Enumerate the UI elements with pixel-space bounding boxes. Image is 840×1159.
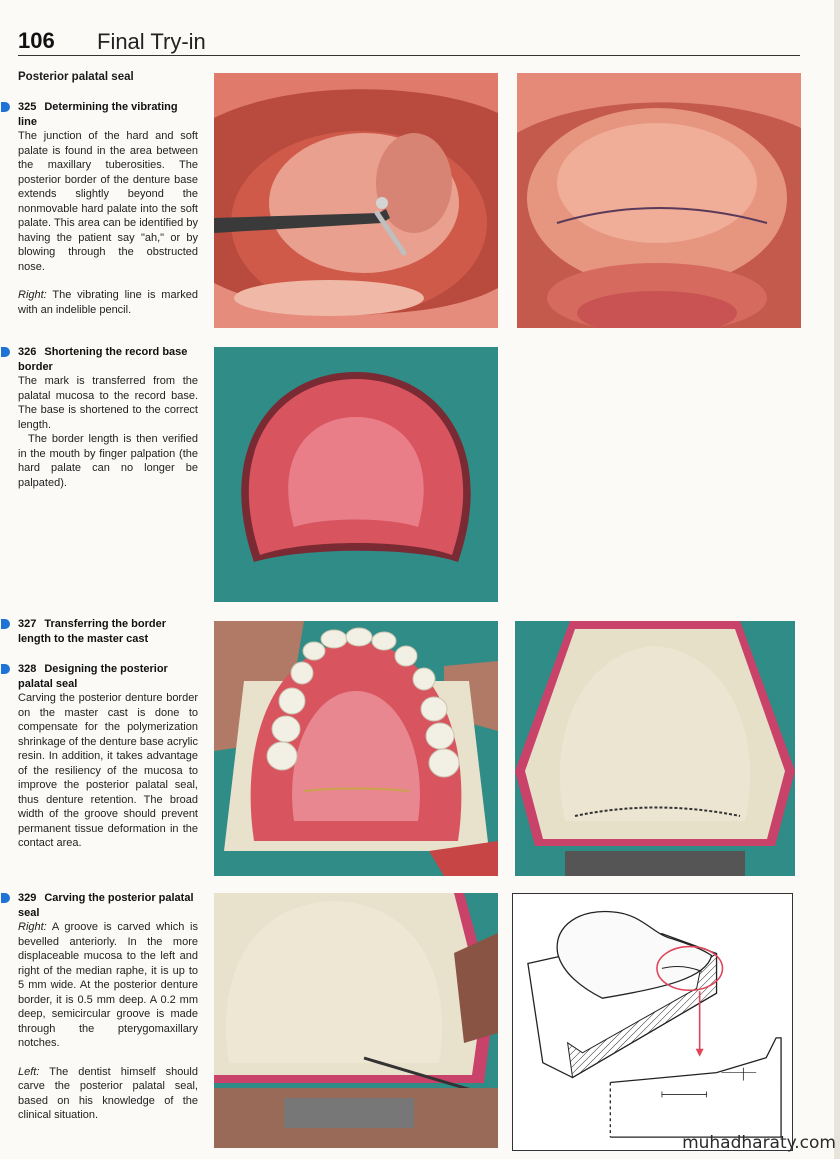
note-label: Right: xyxy=(18,289,47,301)
watermark: muhadharaty.com xyxy=(682,1133,836,1153)
entry-329 xyxy=(18,891,198,1123)
lead-label: Right: xyxy=(18,921,47,933)
note-text: The vibrating line is marked with an indelible pencil. xyxy=(18,289,198,316)
entry-heading xyxy=(18,617,198,646)
entry-paragraph xyxy=(18,920,198,1051)
entry-number: 326 xyxy=(18,346,37,358)
entry-title: Transferring the border length to the master cast xyxy=(18,618,166,645)
entry-paragraph: The junction of the hard and soft palate is found in the area between the maxillary tuberosities. The posterior border of the denture base extends slightly beyond the nonmovable hard palate into the soft palate. This area can be identified by having the patient say "ah," or by blowing through the obstructed nose. xyxy=(18,130,198,273)
entry-326 xyxy=(18,345,198,490)
bullet-marker xyxy=(1,102,10,112)
entry-title: Determining the vibrating line xyxy=(18,101,178,128)
section-title: Posterior palatal seal xyxy=(18,71,134,83)
photo-border-transfer xyxy=(214,621,498,876)
lead-text: A groove is carved which is bevelled anteriorly. In the more displaceable mucosa to the left and right of the median raphe, it is up to 5 mm wide. At the posterior denture border, it is 0.5 mm deep. A 0.2 mm deep, semicircular groove is made through the pterygomaxillary notches. xyxy=(18,921,198,1049)
bullet-marker xyxy=(1,664,10,674)
photo-vibrating-line-probe xyxy=(214,73,498,328)
bullet-marker xyxy=(1,893,10,903)
diagram-posterior-palatal-seal xyxy=(512,893,793,1151)
entry-number: 327 xyxy=(18,618,37,630)
entry-heading xyxy=(18,345,198,374)
page-edge xyxy=(834,0,840,1159)
header-rule xyxy=(18,55,800,56)
entry-note xyxy=(18,1065,198,1123)
entry-title: Shortening the record base border xyxy=(18,346,188,373)
page-number: 106 xyxy=(18,28,55,53)
photo-record-base xyxy=(214,347,498,602)
entry-heading xyxy=(18,100,198,129)
entry-paragraph: Carving the posterior denture border on the master cast is done to compensate for the polymerization shrinkage of the denture base acrylic resin. In addition, it takes advantage of the resiliency of the mucosa to improve the posterior palatal seal, thus denture retention. The broad width of the groove should prevent permanent tissue deformation in the contact area. xyxy=(18,692,198,849)
entry-paragraph: The border length is then verified in the mouth by finger palpation (the hard palate can no longer be palpated). xyxy=(18,433,198,489)
photo-master-cast-line xyxy=(515,621,795,876)
entry-327 xyxy=(18,617,198,646)
entry-title: Carving the posterior palatal seal xyxy=(18,892,194,919)
photo-vibrating-line-marked xyxy=(517,73,801,328)
entry-number: 328 xyxy=(18,663,37,675)
entry-328 xyxy=(18,662,198,851)
note-label: Left: xyxy=(18,1065,40,1078)
photo-carving-groove xyxy=(214,893,498,1148)
bullet-marker xyxy=(1,347,10,357)
entry-number: 329 xyxy=(18,892,37,904)
entry-heading xyxy=(18,662,198,691)
entry-325 xyxy=(18,100,198,317)
entry-note xyxy=(18,288,198,317)
entry-heading xyxy=(18,891,198,920)
bullet-marker xyxy=(1,619,10,629)
chapter-title: Final Try-in xyxy=(97,29,206,54)
entry-paragraph: The mark is transferred from the palatal mucosa to the record base. The base is shortened to the correct length. xyxy=(18,375,198,431)
entry-title: Designing the posterior palatal seal xyxy=(18,663,168,690)
note-text: The dentist himself should carve the posterior palatal seal, based on his knowledge of the clinical situation. xyxy=(18,1065,198,1121)
entry-number: 325 xyxy=(18,101,37,113)
